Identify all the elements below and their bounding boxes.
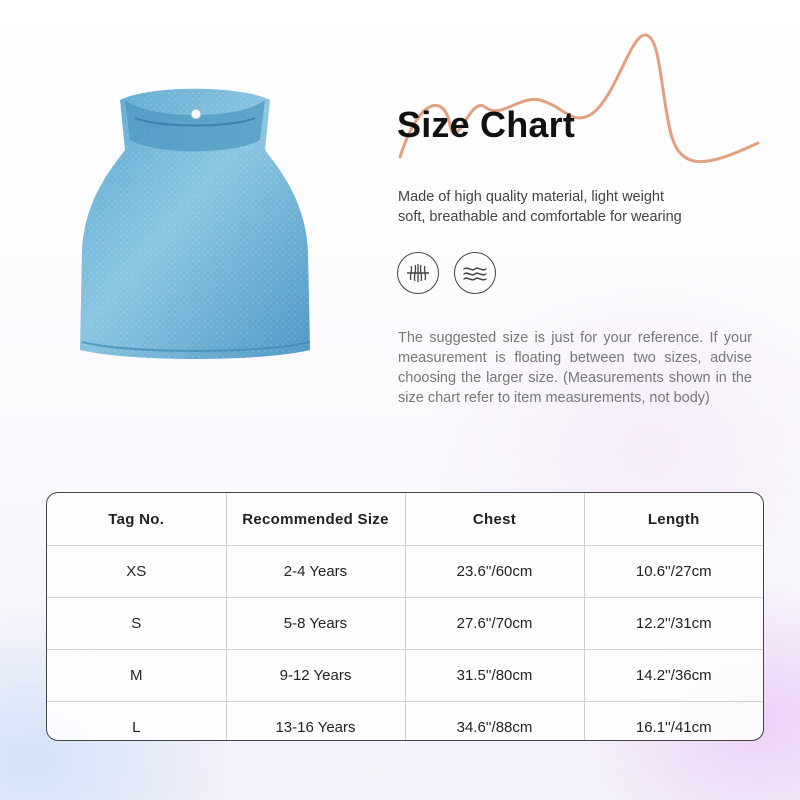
cell-recommended-size: 2-4 Years [226, 546, 405, 598]
size-table-container [46, 492, 764, 741]
breathable-icon [397, 252, 439, 294]
cell-length: 12.2''/31cm [584, 598, 763, 650]
table-row [47, 702, 763, 742]
cell-length: 14.2''/36cm [584, 650, 763, 702]
column-header-length: Length [584, 493, 763, 546]
cell-chest: 27.6''/70cm [405, 598, 584, 650]
cell-tag: S [47, 598, 226, 650]
page-title: Size Chart [397, 104, 576, 145]
cell-recommended-size: 9-12 Years [226, 650, 405, 702]
decorative-squiggle [390, 25, 770, 175]
table-row [47, 650, 763, 702]
size-table [47, 493, 763, 741]
size-advice-note: The suggested size is just for your reference. If your measurement is floating between two sizes, advise choosing the larger size. (Measurements shown in the size chart refer to item measurements, not body) [398, 330, 752, 406]
description-line: soft, breathable and comfortable for wearing [398, 209, 682, 225]
cell-tag: M [47, 650, 226, 702]
cell-tag: L [47, 702, 226, 742]
cell-length: 10.6''/27cm [584, 546, 763, 598]
cell-tag: XS [47, 546, 226, 598]
table-header-row [47, 493, 763, 546]
cell-chest: 34.6''/88cm [405, 702, 584, 742]
cell-length: 16.1''/41cm [635, 719, 712, 736]
crop-top-product-image [60, 80, 330, 380]
cell-chest: 23.6''/60cm [405, 546, 584, 598]
soft-wave-icon [454, 252, 496, 294]
feature-icons [397, 252, 496, 294]
column-header-recommended-size: Recommended Size [226, 493, 405, 546]
material-description [398, 187, 738, 227]
cell-chest: 31.5''/80cm [405, 650, 584, 702]
cell-recommended-size: 13-16 Years [226, 702, 405, 742]
column-header-chest: Chest [405, 493, 584, 546]
table-row [47, 598, 763, 650]
column-header-tag: Tag No. [47, 493, 226, 546]
table-row [47, 546, 763, 598]
description-line: Made of high quality material, light weight [398, 189, 664, 205]
cell-recommended-size: 5-8 Years [226, 598, 405, 650]
